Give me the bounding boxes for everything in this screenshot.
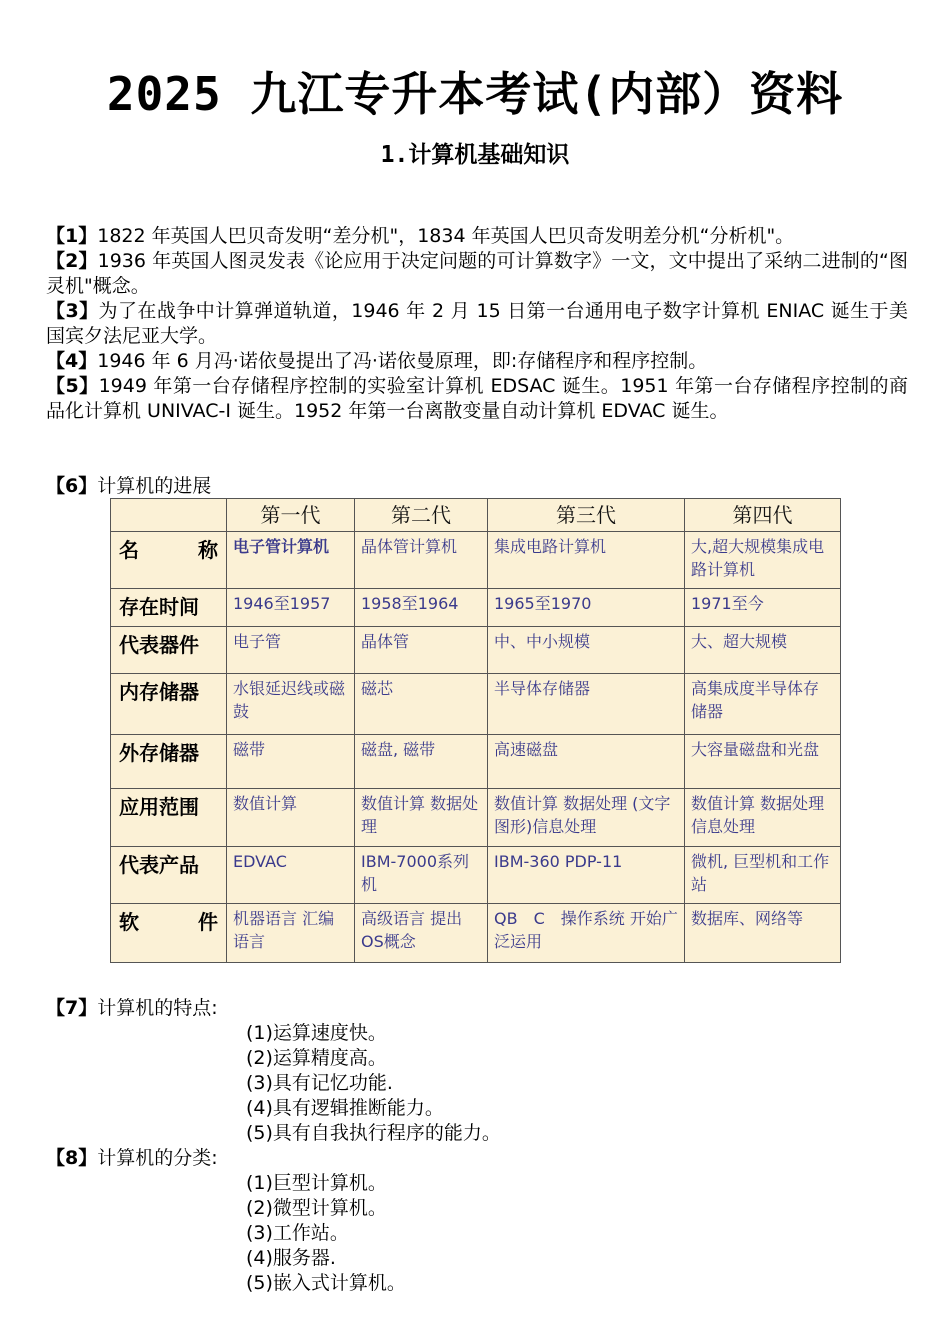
header-cell: 第一代	[227, 499, 355, 532]
section-heading	[46, 996, 908, 1021]
table-row	[111, 904, 841, 963]
table-cell: 高集成度半导体存储器	[685, 674, 841, 735]
table-cell: 电子管	[227, 627, 355, 674]
table-cell: 数值计算	[227, 789, 355, 847]
history-item	[46, 299, 908, 349]
table-cell: 电子管计算机	[227, 532, 355, 589]
table-cell: 磁芯	[355, 674, 488, 735]
row-label: 软 件	[111, 904, 227, 963]
item-number: 【4】	[46, 350, 98, 372]
table-cell: 1946至1957	[227, 589, 355, 627]
heading-text: 计算机的分类:	[97, 1147, 218, 1169]
table-cell: 高速磁盘	[488, 735, 685, 789]
item-number: 【2】	[46, 250, 98, 272]
table-cell: 晶体管	[355, 627, 488, 674]
item-text: 1949 年第一台存储程序控制的实验室计算机 EDSAC 诞生。1951 年第一台存储程序控制的商品化计算机 UNIVAC-I 诞生。1952 年第一台离散变量自动计算机 EDVAC 诞生。	[46, 375, 908, 422]
table-cell: 数值计算 数据处理 信息处理	[685, 789, 841, 847]
list-item: (1)运算速度快。	[246, 1022, 387, 1044]
table-cell: IBM-360 PDP-11	[488, 847, 685, 904]
item-number: 【3】	[46, 300, 99, 322]
header-cell: 第二代	[355, 499, 488, 532]
section-heading	[46, 1146, 908, 1171]
list-item: (4)具有逻辑推断能力。	[246, 1097, 444, 1119]
row-label: 外存储器	[111, 735, 227, 789]
table-cell: 数值计算 数据处理	[355, 789, 488, 847]
table-cell: 中、中小规模	[488, 627, 685, 674]
table-cell: 晶体管计算机	[355, 532, 488, 589]
history-item	[46, 374, 908, 424]
table-cell: 数值计算 数据处理 (文字图形)信息处理	[488, 789, 685, 847]
classification-list	[46, 1171, 908, 1296]
table-cell: 1965至1970	[488, 589, 685, 627]
table-row	[111, 532, 841, 589]
item-number: 【1】	[46, 225, 98, 247]
item-text: 为了在战争中计算弹道轨道，1946 年 2 月 15 日第一台通用电子数字计算机 ENIAC 诞生于美国宾夕法尼亚大学。	[46, 300, 908, 347]
item-text: 1946 年 6 月冯·诺依曼提出了冯·诺依曼原理，即:存储程序和程序控制。	[97, 350, 708, 372]
history-item	[46, 249, 908, 299]
history-list	[46, 224, 908, 424]
table-row	[111, 674, 841, 735]
table-cell: 大容量磁盘和光盘	[685, 735, 841, 789]
list-item: (3)工作站。	[246, 1222, 349, 1244]
row-label: 存在时间	[111, 589, 227, 627]
list-item: (2)运算精度高。	[246, 1047, 387, 1069]
table-cell: 1958至1964	[355, 589, 488, 627]
document-title: 2025 九江专升本考试(内部）资料	[106, 67, 844, 121]
table-row	[111, 847, 841, 904]
table-cell: 机器语言 汇编语言	[227, 904, 355, 963]
table-cell: IBM-7000系列机	[355, 847, 488, 904]
history-item	[46, 474, 908, 499]
header-cell: 第三代	[488, 499, 685, 532]
list-item: (5)嵌入式计算机。	[246, 1272, 406, 1294]
table-cell: 1971至今	[685, 589, 841, 627]
item-number: 【8】	[46, 1147, 98, 1169]
item-number: 【5】	[46, 375, 99, 397]
table-cell: 半导体存储器	[488, 674, 685, 735]
item-text: 1822 年英国人巴贝奇发明“差分机"，1834 年英国人巴贝奇发明差分机“分析机"。	[97, 225, 795, 247]
row-label: 内存储器	[111, 674, 227, 735]
section-subtitle: 1.计算机基础知识	[380, 142, 570, 168]
features-section	[46, 996, 908, 1146]
history-item	[46, 349, 908, 374]
item-number: 【6】	[46, 475, 98, 497]
header-cell: 第四代	[685, 499, 841, 532]
table-cell: 磁盘, 磁带	[355, 735, 488, 789]
header-cell	[111, 499, 227, 532]
heading-text: 计算机的特点:	[97, 997, 218, 1019]
table-cell: 大、超大规模	[685, 627, 841, 674]
classification-section	[46, 1146, 908, 1296]
item-text: 1936 年英国人图灵发表《论应用于决定问题的可计算数字》一文，文中提出了采纳二进制的“图灵机"概念。	[46, 250, 908, 297]
features-list	[46, 1021, 908, 1146]
table-row	[111, 589, 841, 627]
table-cell: 高级语言 提出OS概念	[355, 904, 488, 963]
table-cell: QB C 操作系统 开始广泛运用	[488, 904, 685, 963]
row-label: 代表产品	[111, 847, 227, 904]
row-label: 名 称	[111, 532, 227, 589]
row-label: 代表器件	[111, 627, 227, 674]
list-item: (3)具有记忆功能.	[246, 1072, 393, 1094]
row-label: 应用范围	[111, 789, 227, 847]
table-cell: 微机, 巨型机和工作站	[685, 847, 841, 904]
table-cell: 磁带	[227, 735, 355, 789]
item-number: 【7】	[46, 997, 98, 1019]
item-text: 计算机的进展	[97, 475, 212, 497]
computer-generations-table	[110, 498, 841, 963]
list-item: (2)微型计算机。	[246, 1197, 387, 1219]
history-item	[46, 224, 908, 249]
table-cell: 数据库、网络等	[685, 904, 841, 963]
table-row	[111, 789, 841, 847]
table-cell: 水银延迟线或磁鼓	[227, 674, 355, 735]
table-header-row	[111, 499, 841, 532]
table-row	[111, 627, 841, 674]
item-6-heading	[46, 474, 908, 499]
list-item: (4)服务器.	[246, 1247, 336, 1269]
list-item: (5)具有自我执行程序的能力。	[246, 1122, 501, 1144]
table-cell: EDVAC	[227, 847, 355, 904]
list-item: (1)巨型计算机。	[246, 1172, 387, 1194]
table-cell: 大,超大规模集成电路计算机	[685, 532, 841, 589]
table-cell: 集成电路计算机	[488, 532, 685, 589]
table-row	[111, 735, 841, 789]
